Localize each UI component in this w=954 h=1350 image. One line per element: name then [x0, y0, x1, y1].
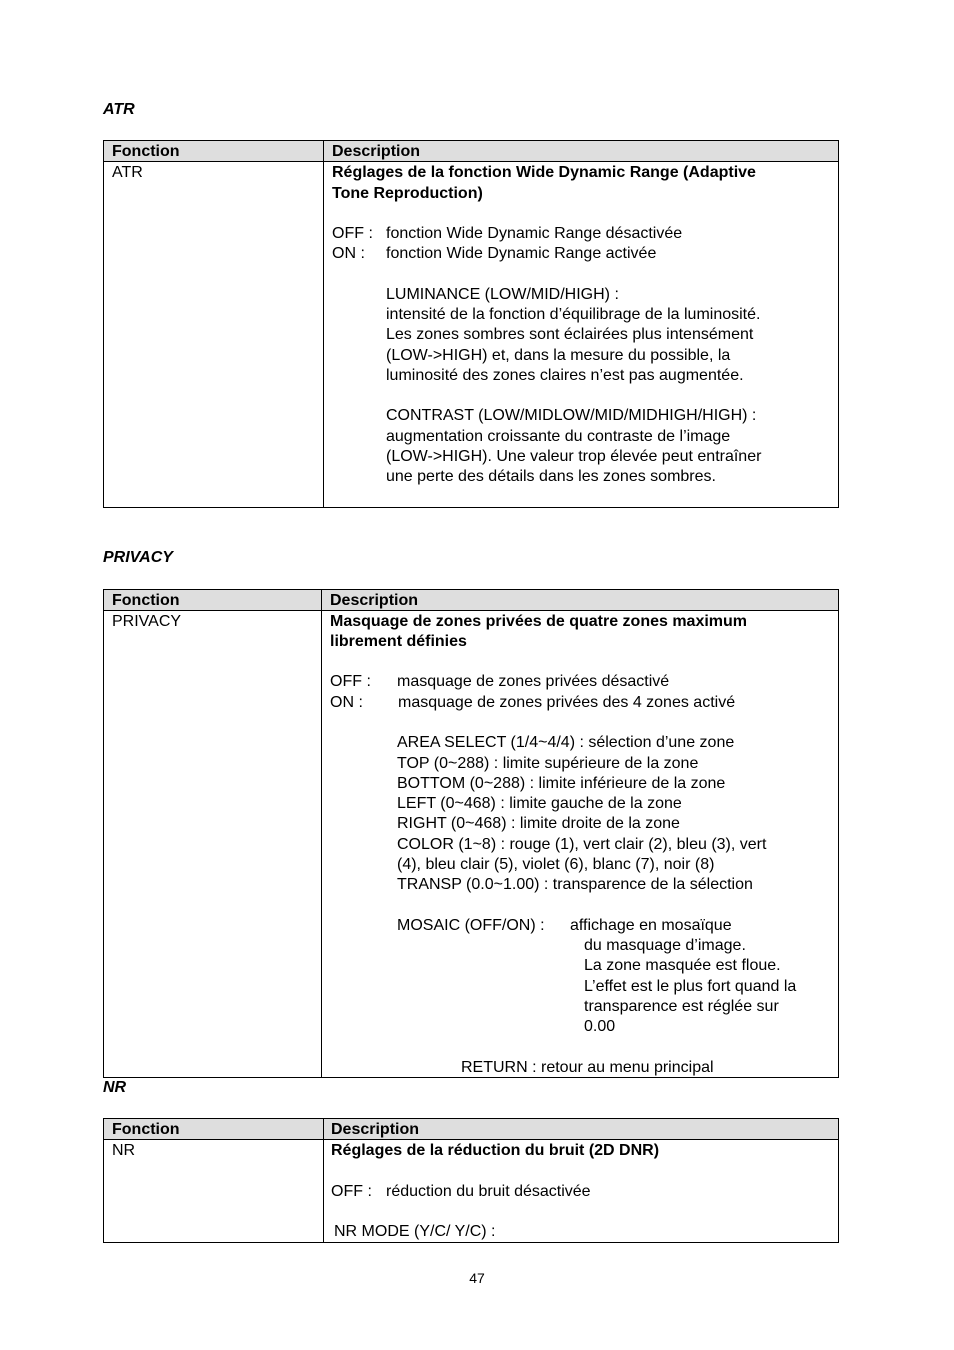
setting-line: COLOR (1~8) : rouge (1), vert clair (2), bleu (3), vert — [397, 836, 767, 853]
contrast-line: CONTRAST (LOW/MIDLOW/MID/MIDHIGH/HIGH) : — [386, 407, 757, 424]
nr-table — [103, 1118, 839, 1243]
off-text: réduction du bruit désactivée — [386, 1183, 591, 1200]
table-header-row — [104, 141, 838, 162]
on-text: masquage de zones privées des 4 zones activé — [398, 694, 736, 711]
contrast-line: augmentation croissante du contraste de l’image — [386, 428, 731, 445]
mosaic-line: transparence est réglée sur — [584, 998, 779, 1015]
nr-mode-text: NR MODE (Y/C/ Y/C) : — [334, 1223, 496, 1240]
column-header-function: Fonction — [112, 1121, 180, 1138]
setting-line: RIGHT (0~468) : limite droite de la zone — [397, 815, 680, 832]
section-heading-privacy: PRIVACY — [103, 549, 173, 566]
column-header-description: Description — [331, 1121, 420, 1138]
atr-table — [103, 140, 839, 508]
mosaic-line: affichage en mosaïque — [570, 917, 732, 934]
column-header-description: Description — [330, 592, 419, 609]
luminance-line: luminosité des zones claires n’est pas augmentée. — [386, 367, 744, 384]
contrast-line: une perte des détails dans les zones sombres. — [386, 468, 716, 485]
luminance-line: intensité de la fonction d’équilibrage de la luminosité. — [386, 306, 761, 323]
column-header-function: Fonction — [112, 592, 180, 609]
description-title: librement définies — [330, 633, 467, 650]
description-title: Réglages de la réduction du bruit (2D DNR) — [331, 1142, 660, 1159]
mosaic-line: La zone masquée est floue. — [584, 957, 781, 974]
on-label: ON : — [330, 694, 363, 711]
contrast-line: (LOW->HIGH). Une valeur trop élevée peut entraîner — [386, 448, 762, 465]
description-title: Réglages de la fonction Wide Dynamic Range (Adaptive — [332, 164, 756, 181]
privacy-table — [103, 589, 839, 1078]
off-text: masquage de zones privées désactivé — [397, 673, 670, 690]
return-text: RETURN : retour au menu principal — [461, 1059, 714, 1076]
setting-line: LEFT (0~468) : limite gauche de la zone — [397, 795, 682, 812]
on-text: fonction Wide Dynamic Range activée — [386, 245, 657, 262]
mosaic-line: 0.00 — [584, 1018, 616, 1035]
description-title: Tone Reproduction) — [332, 185, 483, 202]
table-header-row — [104, 1119, 838, 1140]
column-header-function: Fonction — [112, 143, 180, 160]
setting-line: AREA SELECT (1/4~4/4) : sélection d’une zone — [397, 734, 735, 751]
mosaic-line: L’effet est le plus fort quand la — [584, 978, 797, 995]
column-divider — [323, 1119, 324, 1242]
function-name: NR — [112, 1142, 136, 1159]
setting-line: (4), bleu clair (5), violet (6), blanc (7), noir (8) — [397, 856, 715, 873]
column-divider — [323, 141, 324, 507]
page-number: 47 — [469, 1270, 485, 1286]
mosaic-label: MOSAIC (OFF/ON) : — [397, 917, 545, 934]
off-label: OFF : — [330, 673, 371, 690]
luminance-line: Les zones sombres sont éclairées plus intensément — [386, 326, 754, 343]
off-label: OFF : — [331, 1183, 372, 1200]
table-header-row — [104, 590, 838, 611]
section-heading-atr: ATR — [103, 101, 135, 118]
luminance-line: (LOW->HIGH) et, dans la mesure du possible, la — [386, 347, 731, 364]
on-label: ON : — [332, 245, 365, 262]
function-name: ATR — [112, 164, 143, 181]
setting-line: TRANSP (0.0~1.00) : transparence de la sélection — [397, 876, 753, 893]
off-text: fonction Wide Dynamic Range désactivée — [386, 225, 683, 242]
function-name: PRIVACY — [112, 613, 182, 630]
setting-line: BOTTOM (0~288) : limite inférieure de la zone — [397, 775, 726, 792]
description-title: Masquage de zones privées de quatre zones maximum — [330, 613, 748, 630]
mosaic-line: du masquage d’image. — [584, 937, 746, 954]
luminance-line: LUMINANCE (LOW/MID/HIGH) : — [386, 286, 619, 303]
off-label: OFF : — [332, 225, 373, 242]
section-heading-nr: NR — [103, 1079, 127, 1096]
column-divider — [321, 590, 322, 1077]
column-header-description: Description — [332, 143, 421, 160]
setting-line: TOP (0~288) : limite supérieure de la zone — [397, 755, 699, 772]
